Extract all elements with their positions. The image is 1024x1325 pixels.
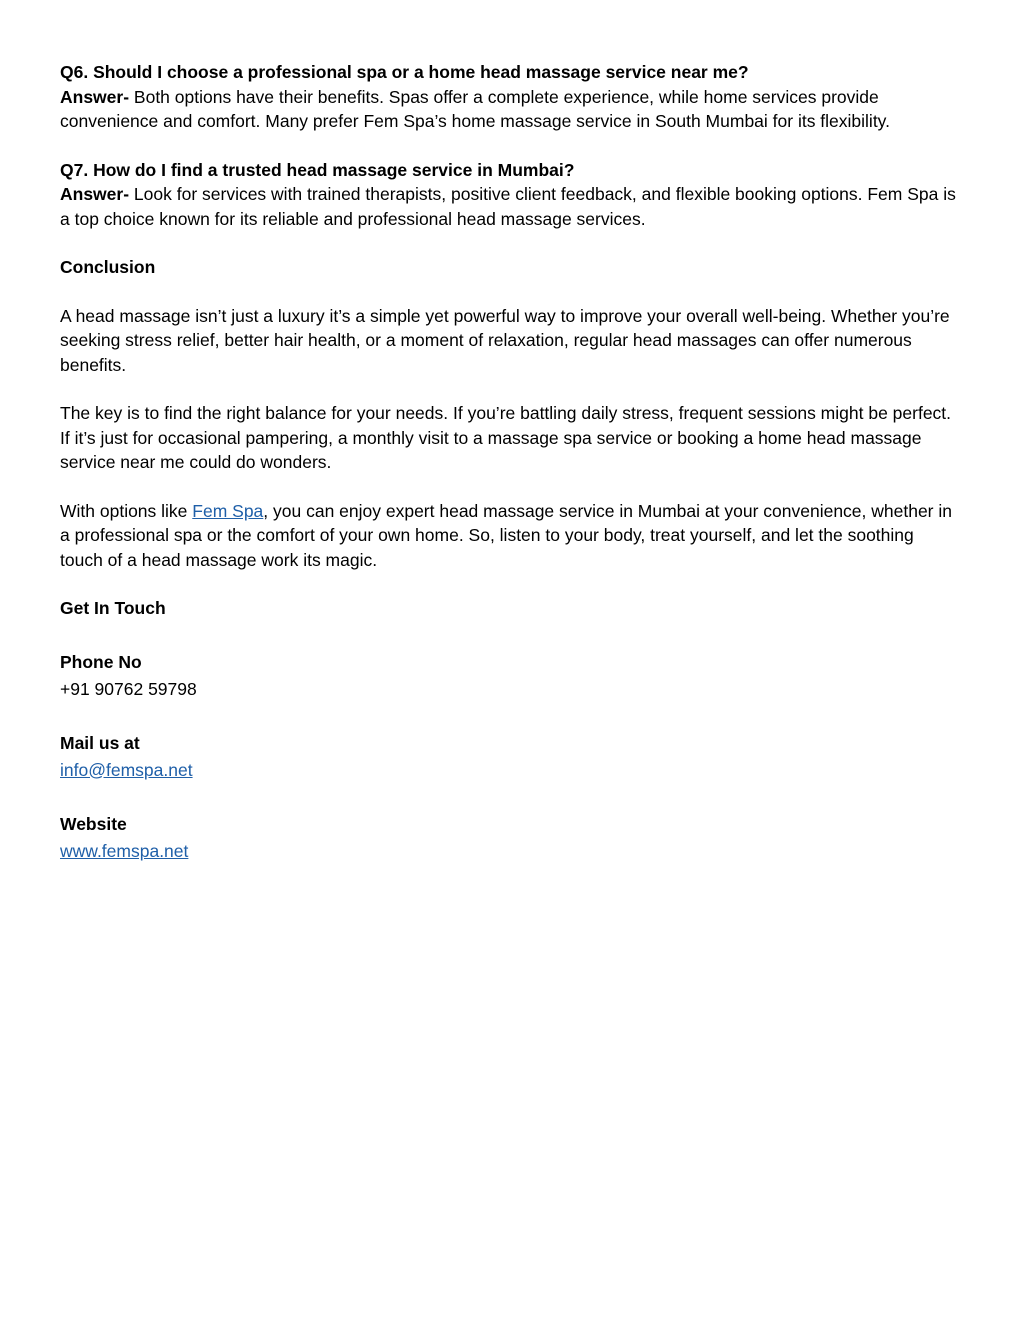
- conclusion-heading: Conclusion: [60, 257, 156, 277]
- fem-spa-link[interactable]: Fem Spa: [192, 500, 264, 521]
- faq-question: Q7. How do I find a trusted head massage service in Mumbai?: [60, 159, 575, 180]
- faq-q6: [60, 60, 960, 134]
- conclusion-paragraph-2: The key is to find the right balance for your needs. If you’re battling daily stress, frequent sessions might be perfect. If it’s just for occasional pampering, a monthly visit to a massage spa service or booking a home head massage service near me could do wonders.: [60, 403, 952, 472]
- mail-value-row: [60, 757, 960, 783]
- phone-label: Phone No: [60, 651, 142, 672]
- document-page: [60, 60, 960, 864]
- conclusion-paragraph-1: A head massage isn’t just a luxury it’s a simple yet powerful way to improve your overall well-being. Whether you’re seeking stress relief, better hair health, or a moment of relaxation, regular head massages can offer numerous benefits.: [60, 305, 950, 375]
- faq-q7: [60, 158, 960, 232]
- faq-answer: [60, 85, 960, 134]
- answer-text: Look for services with trained therapists, positive client feedback, and flexible booking options. Fem Spa is a top choice known for its reliable and professional head massage services.: [60, 184, 956, 229]
- paragraph-text: With options like: [60, 500, 193, 521]
- contact-mail: [60, 730, 960, 783]
- email-link[interactable]: info@femspa.net: [60, 759, 193, 780]
- conclusion-paragraph-3: [60, 499, 960, 573]
- answer-label: Answer-: [60, 86, 130, 107]
- faq-question: Q6. Should I choose a professional spa or a home head massage service near me?: [60, 62, 749, 82]
- answer-label: Answer-: [60, 184, 130, 204]
- mail-label: Mail us at: [60, 732, 140, 753]
- get-in-touch-heading: Get In Touch: [60, 598, 166, 618]
- answer-text: Both options have their benefits. Spas offer a complete experience, while home services provide convenience and comfort. Many prefer Fem Spa’s home massage service in South Mumbai for its flexibility.: [60, 86, 890, 131]
- website-label: Website: [60, 813, 127, 834]
- faq-answer: [60, 182, 960, 231]
- website-link[interactable]: www.femspa.net: [60, 840, 189, 861]
- paragraph-text: , you can enjoy expert head massage service in Mumbai at your convenience, whether in a professional spa or the comfort of your own home. So, listen to your body, treat yourself, and let the soothing touch of a head massage work its magic.: [60, 500, 952, 570]
- phone-value: +91 90762 59798: [60, 678, 197, 699]
- contact-phone: [60, 649, 960, 702]
- contact-website: [60, 811, 960, 864]
- website-value-row: [60, 838, 960, 864]
